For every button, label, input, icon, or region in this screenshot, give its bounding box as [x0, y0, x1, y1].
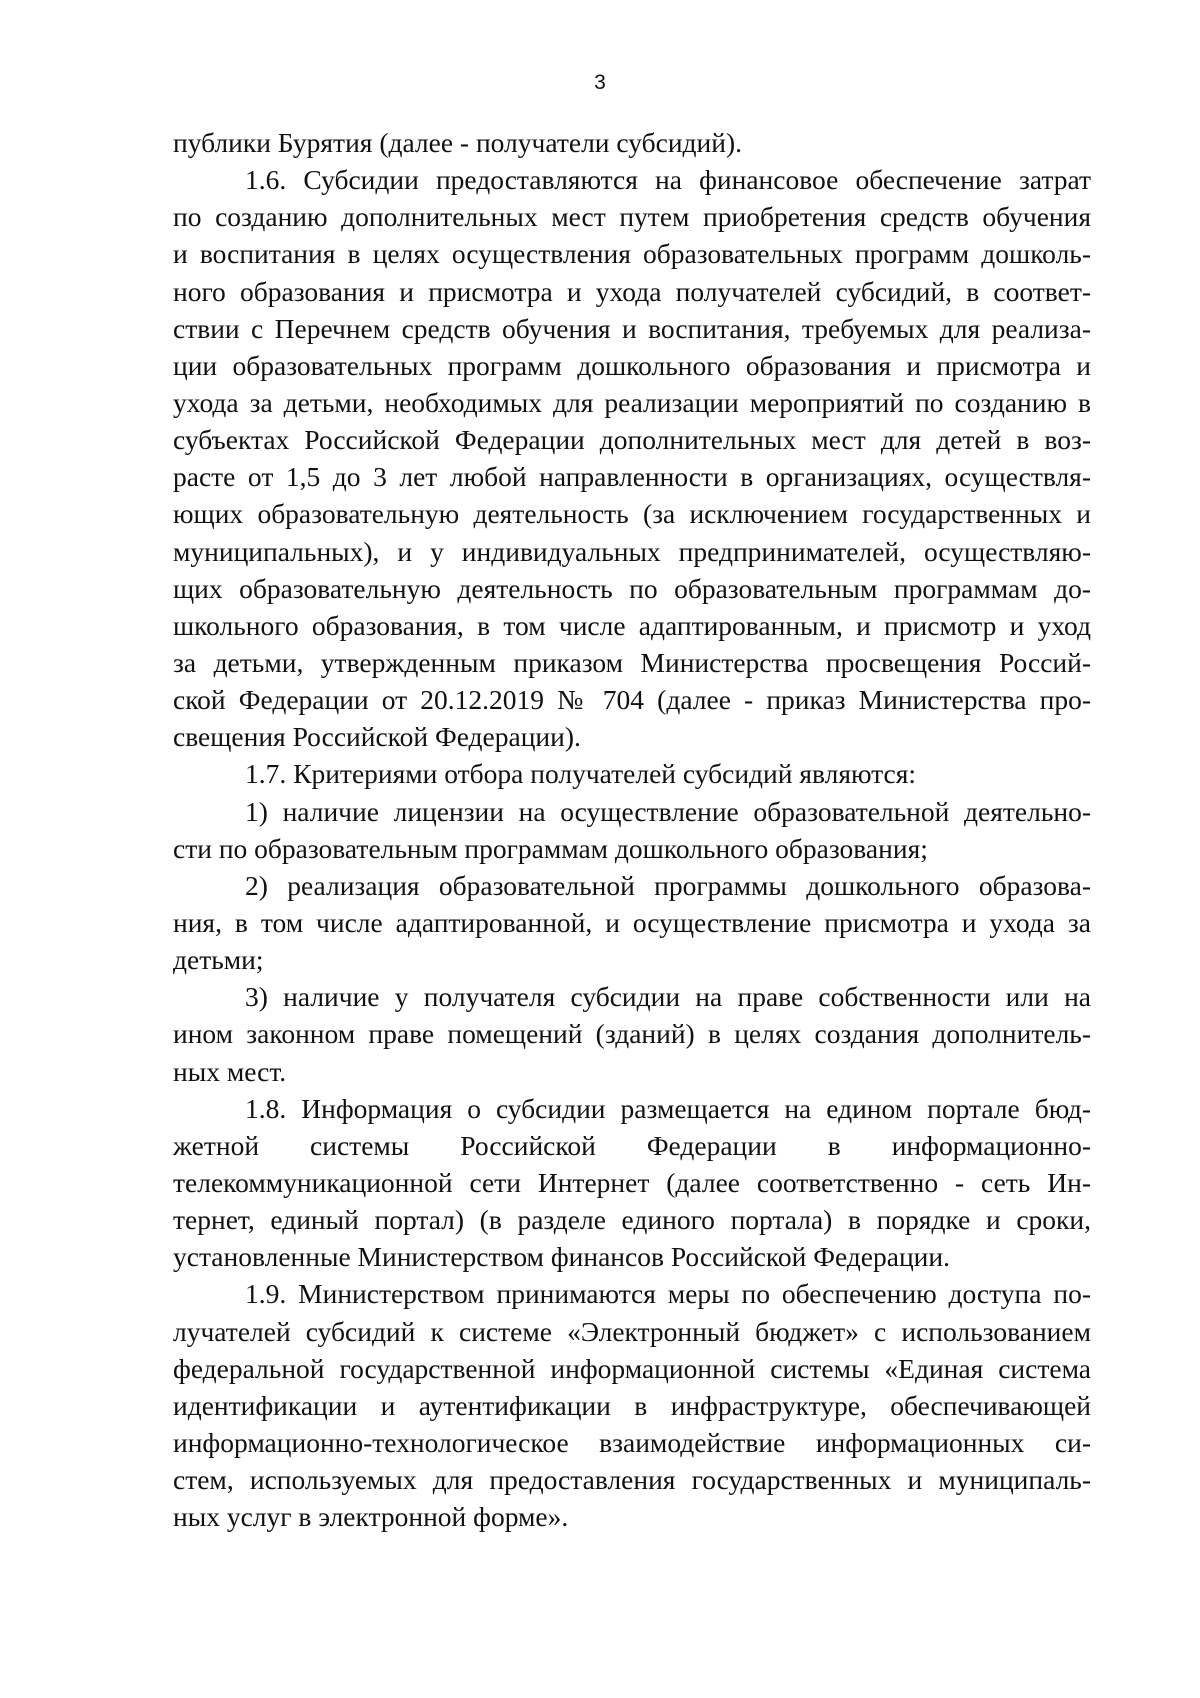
- text-line: субъектах Российской Федерации дополнительных мест для детей в воз-: [173, 424, 1091, 456]
- text-line: ухода за детьми, необходимых для реализации мероприятий по созданию в: [173, 386, 1091, 418]
- text-line: ствии с Перечнем средств обучения и воспитания, требуемых для реализа-: [173, 312, 1091, 344]
- text-line: ющих образовательную деятельность (за исключением государственных и: [173, 498, 1091, 530]
- text-line: детьми;: [173, 944, 264, 976]
- text-line: установленные Министерством финансов Российской Федерации.: [173, 1241, 950, 1273]
- document-body: [173, 124, 1091, 1535]
- text-line: жетной системы Российской Федерации в информационно-: [173, 1129, 1091, 1161]
- text-line: сти по образовательным программам дошкольного образования;: [173, 832, 928, 864]
- text-line: и воспитания в целях осуществления образовательных программ дошколь-: [173, 238, 1091, 270]
- text-line: тернет, единый портал) (в разделе единого портала) в порядке и сроки,: [173, 1204, 1091, 1236]
- text-line: 2) реализация образовательной программы дошкольного образова-: [245, 869, 1091, 901]
- text-line: ния, в том числе адаптированной, и осуществление присмотра и ухода за: [173, 906, 1091, 938]
- text-line: стем, используемых для предоставления государственных и муниципаль-: [173, 1464, 1091, 1496]
- text-line: телекоммуникационной сети Интернет (далее соответственно - сеть Ин-: [173, 1166, 1091, 1198]
- text-line: 1.6. Субсидии предоставляются на финансовое обеспечение затрат: [245, 164, 1091, 196]
- text-line: ных услуг в электронной форме».: [173, 1501, 569, 1533]
- text-line: ской Федерации от 20.12.2019 № 704 (далее - приказ Министерства про-: [173, 684, 1091, 716]
- text-line: 3) наличие у получателя субсидии на праве собственности или на: [245, 981, 1091, 1013]
- text-line: за детьми, утвержденным приказом Министерства просвещения Россий-: [173, 646, 1091, 678]
- text-line: 1) наличие лицензии на осуществление образовательной деятельно-: [245, 795, 1091, 827]
- text-line: по созданию дополнительных мест путем приобретения средств обучения: [173, 201, 1091, 233]
- text-line: муниципальных), и у индивидуальных предпринимателей, осуществляю-: [173, 535, 1091, 567]
- text-line: расте от 1,5 до 3 лет любой направленности в организациях, осуществля-: [173, 461, 1091, 493]
- text-line: 1.9. Министерством принимаются меры по обеспечению доступа по-: [245, 1278, 1091, 1310]
- text-line: информационно-технологическое взаимодействие информационных си-: [173, 1426, 1091, 1458]
- text-line: лучателей субсидий к системе «Электронный бюджет» с использованием: [173, 1315, 1091, 1347]
- text-line: щих образовательную деятельность по образовательным программам до-: [173, 572, 1091, 604]
- text-line: федеральной государственной информационной системы «Единая система: [173, 1352, 1091, 1384]
- text-line: ции образовательных программ дошкольного образования и присмотра и: [173, 349, 1091, 381]
- text-line: 1.8. Информация о субсидии размещается на едином портале бюд-: [245, 1092, 1091, 1124]
- text-line: идентификации и аутентификации в инфраструктуре, обеспечивающей: [173, 1389, 1091, 1421]
- text-line: ином законном праве помещений (зданий) в целях создания дополнитель-: [173, 1018, 1091, 1050]
- text-line: 1.7. Критериями отбора получателей субсидий являются:: [245, 758, 917, 790]
- text-line: свещения Российской Федерации).: [173, 721, 581, 753]
- text-line: ного образования и присмотра и ухода получателей субсидий, в соответ-: [173, 275, 1091, 307]
- text-line: ных мест.: [173, 1055, 287, 1087]
- page-number: 3: [594, 71, 606, 94]
- text-line: школьного образования, в том числе адаптированным, и присмотр и уход: [173, 609, 1091, 641]
- text-line: публики Бурятия (далее - получатели субсидий).: [173, 127, 743, 158]
